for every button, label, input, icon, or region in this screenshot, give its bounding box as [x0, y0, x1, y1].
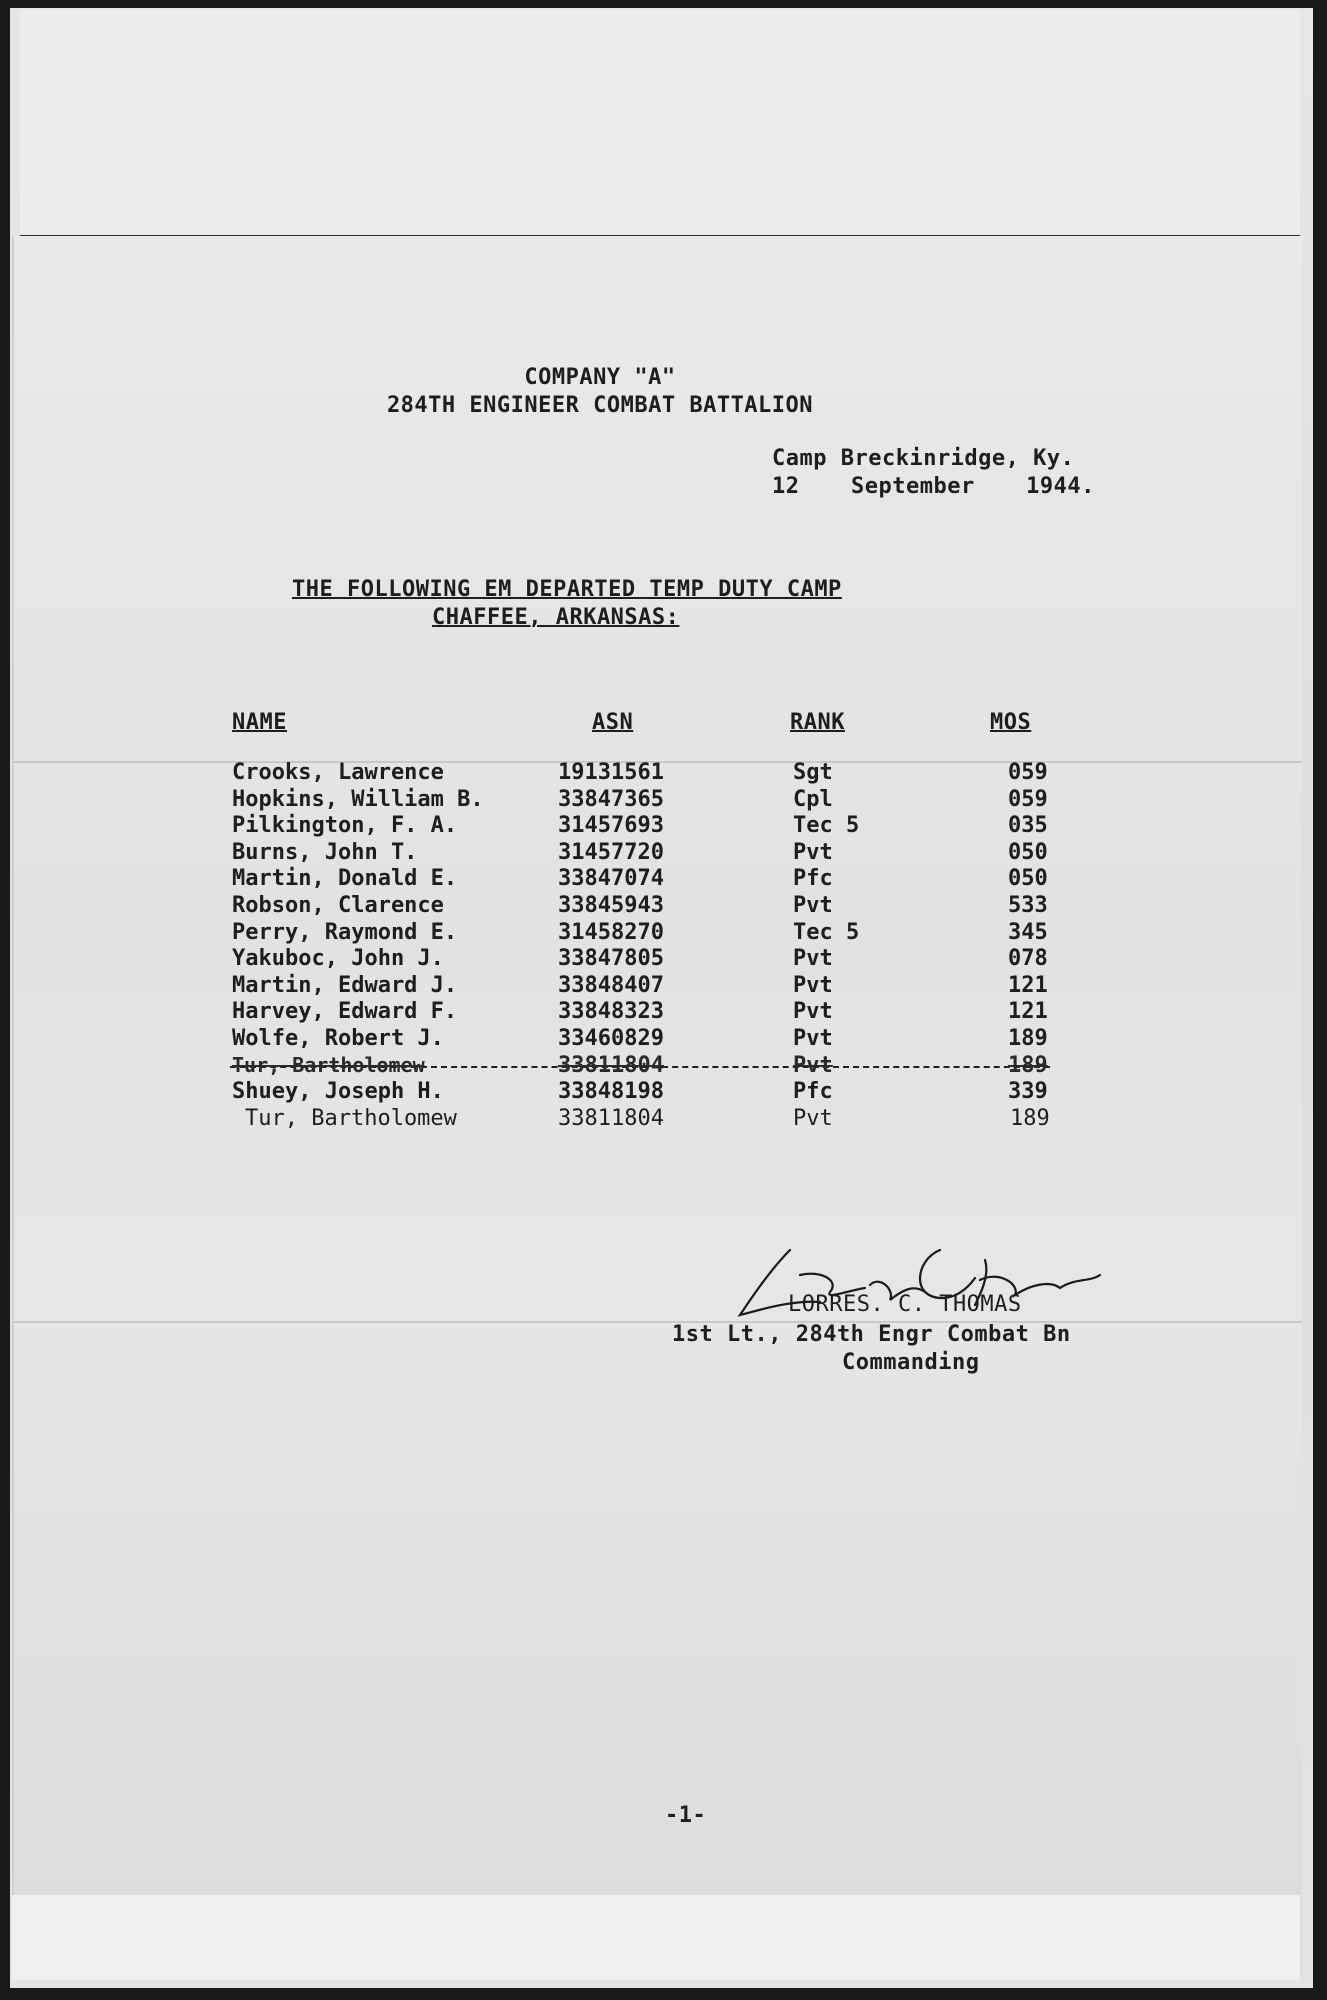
cell-mos: 035 [1008, 813, 1048, 839]
heading-line-2: CHAFFEE, ARKANSAS: [432, 605, 680, 630]
cell-rank: Pvt [793, 1052, 833, 1078]
table-row [0, 866, 1327, 892]
cell-asn: 33848198 [558, 1079, 664, 1105]
cell-asn: 33847365 [558, 786, 664, 812]
cell-rank: Sgt [793, 760, 833, 785]
cell-asn: 33811804 [558, 1105, 664, 1131]
page-number: -1- [665, 1803, 707, 1828]
cell-name: Pilkington, F. A. [232, 813, 458, 839]
bottom-strip [12, 1895, 1300, 1980]
column-header-mos: MOS [990, 710, 1032, 735]
cell-asn: 31458270 [558, 919, 664, 945]
cell-mos: 189 [1008, 1052, 1048, 1078]
cell-asn: 33848407 [558, 972, 664, 998]
column-header-rank: RANK [790, 710, 845, 735]
table-row [0, 1053, 1327, 1079]
cell-name: Tur, Bartholomew [245, 1105, 457, 1131]
cell-mos: 121 [1008, 999, 1048, 1025]
cell-asn: 31457693 [558, 813, 664, 839]
cell-rank: Pfc [793, 1079, 833, 1105]
cell-rank: Tec 5 [793, 919, 860, 945]
cell-mos: 050 [1008, 866, 1048, 892]
cell-rank: Tec 5 [793, 813, 860, 839]
cell-rank: Pvt [793, 839, 833, 865]
cell-rank: Cpl [793, 786, 833, 812]
heading-line-1: THE FOLLOWING EM DEPARTED TEMP DUTY CAMP [292, 577, 842, 602]
cell-mos: 189 [1008, 1026, 1048, 1051]
company-header: COMPANY "A" [524, 365, 676, 390]
signer-name: LORRES. C. THOMAS [788, 1292, 1022, 1317]
signer-title: 1st Lt., 284th Engr Combat Bn [672, 1322, 1071, 1347]
cell-mos: 050 [1008, 839, 1048, 865]
cell-name: Crooks, Lawrence [232, 760, 444, 785]
cell-rank: Pfc [793, 866, 833, 892]
cell-name: Tur, Bartholomew [232, 1052, 425, 1077]
cell-rank: Pvt [793, 1026, 833, 1051]
cell-name: Harvey, Edward F. [232, 999, 458, 1025]
cell-mos: 345 [1008, 919, 1048, 945]
cell-asn: 33460829 [558, 1026, 664, 1051]
table-row [0, 999, 1327, 1025]
cell-rank: Pvt [793, 893, 833, 918]
cell-mos: 339 [1008, 1079, 1048, 1105]
battalion-header: 284TH ENGINEER COMBAT BATTALION [386, 393, 814, 418]
column-header-name: NAME [232, 710, 287, 735]
table-row [0, 893, 1327, 919]
cell-asn: 33811804 [558, 1052, 664, 1078]
table-row [0, 946, 1327, 972]
cell-mos: 121 [1008, 972, 1048, 998]
table-row [0, 1106, 1327, 1132]
dateline-place: Camp Breckinridge, Ky. [772, 446, 1075, 471]
dateline-date: 12 September 1944. [772, 474, 1095, 499]
cell-rank: Pvt [793, 972, 833, 998]
cell-mos: 533 [1008, 893, 1048, 918]
cell-mos: 059 [1008, 786, 1048, 812]
table-row [0, 1026, 1327, 1052]
cell-name: Shuey, Joseph H. [232, 1079, 444, 1105]
cell-asn: 33845943 [558, 893, 664, 918]
back-sheet [20, 10, 1300, 238]
cell-mos: 059 [1008, 760, 1048, 785]
table-row [0, 973, 1327, 999]
column-header-asn: ASN [592, 710, 634, 735]
cell-name: Robson, Clarence [232, 893, 444, 918]
cell-name: Yakuboc, John J. [232, 946, 444, 972]
cell-name: Martin, Edward J. [232, 972, 458, 998]
table-row [0, 920, 1327, 946]
cell-asn: 33847805 [558, 946, 664, 972]
table-row [0, 760, 1327, 786]
cell-rank: Pvt [793, 946, 833, 972]
table-row [0, 840, 1327, 866]
cell-asn: 33847074 [558, 866, 664, 892]
cell-mos: 189 [1010, 1105, 1050, 1131]
cell-asn: 33848323 [558, 999, 664, 1025]
cell-rank: Pvt [793, 1105, 833, 1131]
cell-name: Burns, John T. [232, 839, 418, 865]
table-row [0, 1079, 1327, 1105]
table-row [0, 787, 1327, 813]
cell-asn: 31457720 [558, 839, 664, 865]
cell-name: Wolfe, Robert J. [232, 1026, 444, 1051]
cell-name: Martin, Donald E. [232, 866, 458, 892]
table-row [0, 813, 1327, 839]
cell-mos: 078 [1008, 946, 1048, 972]
cell-rank: Pvt [793, 999, 833, 1025]
cell-name: Hopkins, William B. [232, 786, 484, 812]
signer-role: Commanding [842, 1350, 980, 1375]
cell-asn: 19131561 [558, 760, 664, 785]
cell-name: Perry, Raymond E. [232, 919, 458, 945]
